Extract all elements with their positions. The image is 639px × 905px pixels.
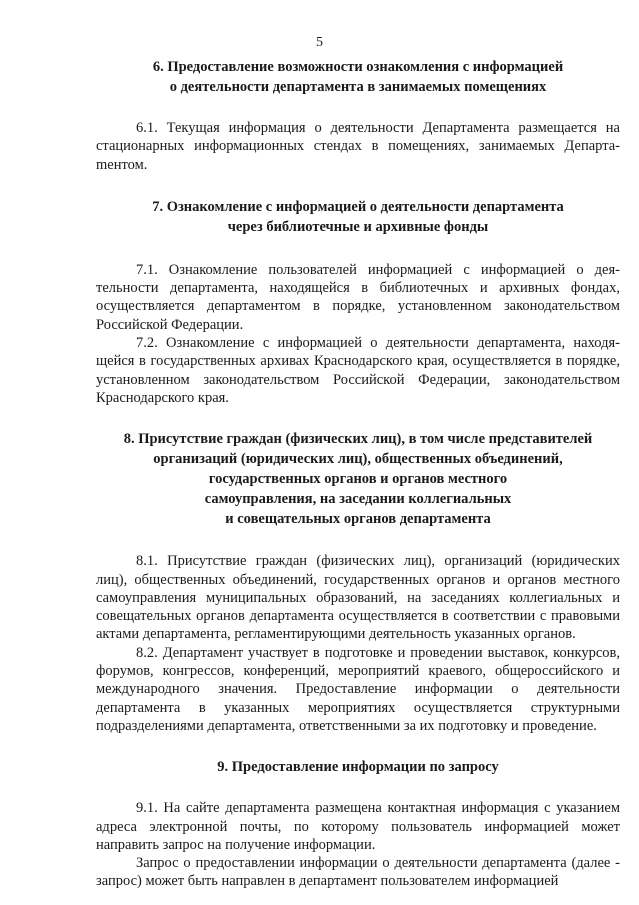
paragraph-6-1: 6.1. Текущая информация о деятельности Департамента размещается на стационарных информационных стендах в помещениях, занимаемых Департаmентом. [96,120,620,173]
heading-line: 7. Ознакомление с информацией о деятельности департамента [152,198,564,215]
paragraph-9-2: Запрос о предоставлении информации о деятельности департамента (далее - запрос) может быть направлен в департамент пользователем информацией [96,855,620,890]
heading-line: 6. Предоставление возможности ознакомления с информацией [152,59,564,75]
paragraph-7-1: 7.1. Ознакомление пользователей информацией с информацией о деятельности департамента, находящейся в библиотечных и архивных фондах, осуществляется департаментом в порядке, установленном законодательством Российской Федерации. [96,261,620,333]
section-9-heading [96,757,620,777]
document-body [96,57,620,891]
section-8-heading [96,429,620,529]
heading-line: самоуправления, на заседании коллегиальных [204,491,512,508]
paragraph-8-1: 8.1. Присутствие граждан (физических лиц), организаций (юридических лиц), общественных объединений, государственных органов и органов местного самоуправления муниципальных образований, на заседаниях коллегиальных и совещательных органов департамента осуществляется в соответствии с правовыми актами департамента, регламентирующими деятельность указанных органов. [96,553,620,643]
heading-line: 8. Присутствие граждан (физических лиц), в том числе представителей [123,431,593,448]
heading-line: и совещательных органов департамента [225,511,491,528]
heading-line: организаций (юридических лиц), общественных объединений, [153,451,563,468]
page-number: 5 [316,35,323,50]
paragraph-8-2: 8.2. Департамент участвует в подготовке и проведении выставок, конкурсов, форумов, конгрессов, конференций, мероприятий краевого, общероссийского и международного значения. Предоставление информации о деятельности департамента в указанных мероприятиях осуществляется структурными подразделениями департамента, ответственными за их подготовку и проведение. [96,644,620,734]
section-6-heading [96,57,620,97]
paragraph-7-2: 7.2. Ознакомление с информацией о деятельности департамента, находящейся в государственных архивах Краснодарского края, осуществляется в порядке, установленном законодательством Российской Федерации, законодательством Краснодарского края. [96,335,620,406]
heading-line: 9. Предоставление информации по запросу [217,759,499,776]
heading-line: государственных органов и органов местного [208,471,508,488]
heading-line: о деятельности департамента в занимаемых помещениях [169,79,547,95]
section-7-heading [96,197,620,237]
paragraph-9-1: 9.1. На сайте департамента размещена контактная информация с указанием адреса электронной почты, по которому пользователь информацией может направить запрос на получение информации. [96,800,620,853]
heading-line: через библиотечные и архивные фонды [227,218,489,235]
